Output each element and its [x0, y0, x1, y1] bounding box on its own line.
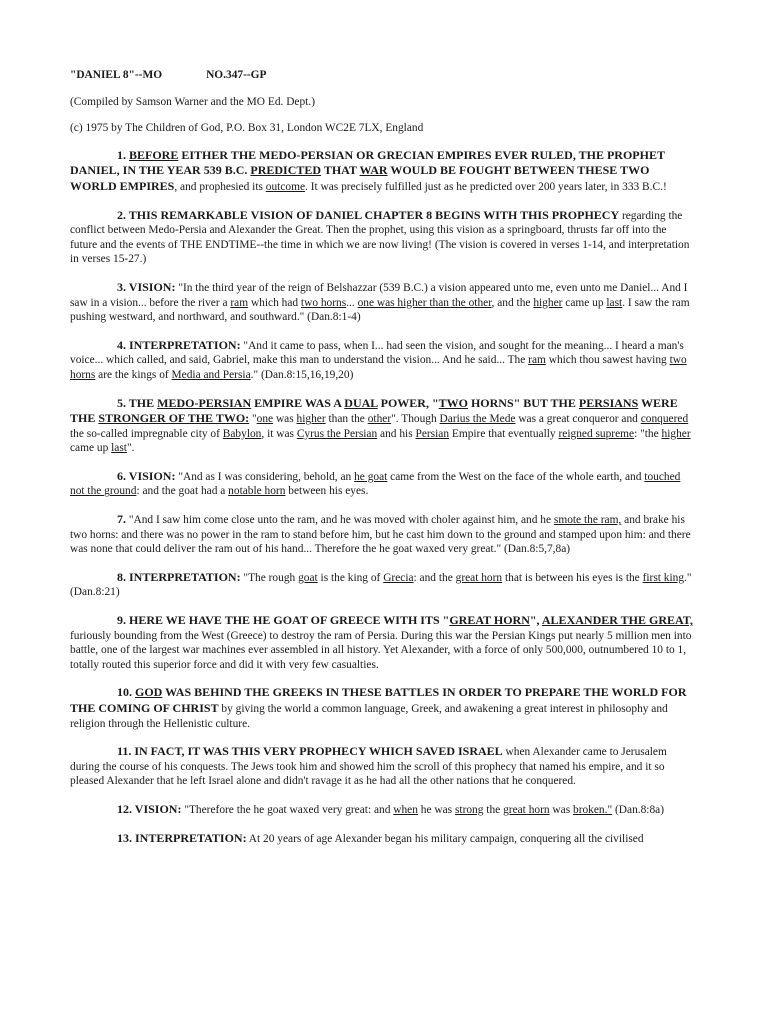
text-run: 3. VISION: [117, 279, 176, 294]
text-run: other [367, 413, 392, 426]
text-run: goat [298, 571, 318, 584]
text-run: than the [325, 413, 368, 426]
text-run: and his [377, 427, 416, 440]
text-run: was a great conqueror and [515, 413, 641, 426]
text-run: 5. THE [117, 395, 158, 410]
text-run: "And it came to pass, when I... had seen the vision, and sought for the meaning... I heard a man's voice... which called, and said, Gabriel, make this man to understand the vision... And he said... The [70, 339, 684, 367]
text-run: regarding the conflict between Medo-Persia and Alexander the Great. Then the prophet, using this vision as a springboard, thrusts far off into the future and the events of THE ENDTIME--the time in which we are now living! (The vision is covered in verses 1-14, and interpretation in verses 15-27.) [70, 209, 690, 266]
text-run: came up [562, 296, 607, 309]
text-run: strong [454, 803, 484, 816]
text-run: ". [126, 442, 135, 455]
text-run: by giving the world a common language, Greek, and awakening a great interest in philosophy and religion through the Hellenistic culture. [70, 703, 668, 730]
text-run: "And I saw him come close unto the ram, and he was moved with choler against him, and he [126, 514, 554, 527]
text-run: THAT [321, 163, 360, 178]
text-run: 12. VISION: [117, 801, 182, 816]
text-run: "Therefore the he goat waxed very great: and [181, 803, 394, 816]
document-number: NO.347--GP [206, 69, 267, 81]
text-run: higher [533, 296, 563, 309]
text-run: (Dan.8:8a) [612, 803, 665, 816]
text-run: TWO [438, 395, 468, 410]
document-title: "DANIEL 8"--MO [70, 69, 163, 81]
text-run: : "the [634, 427, 662, 440]
text-run: , and prophesied its [174, 180, 266, 193]
text-run: PREDICTED [250, 163, 322, 178]
text-run: furiously bounding from the West (Greece) to destroy the ram of Persia. During this war the Persian Kings put nearly 5 million men into battle, one of the largest war machines ever assembled in all history. Yet Alexander, with a force of only 500,000, outnumbered 10 to 1, totally routed this superior force and did it with very few casualties. [70, 629, 692, 671]
text-run: , and the [491, 296, 534, 309]
text-run: 8. INTERPRETATION: [117, 569, 241, 584]
text-run: " [249, 413, 257, 426]
text-run: he was [417, 803, 455, 816]
text-run: one [256, 413, 274, 426]
text-run: ram [230, 296, 249, 309]
text-run: Grecia [383, 571, 414, 584]
text-run: ALEXANDER THE GREAT, [541, 613, 693, 628]
text-run: EMPIRE WAS A [251, 395, 345, 410]
text-run: At 20 years of age Alexander began his military campaign, conquering all the civilised [246, 832, 644, 845]
text-run: notable horn [228, 485, 286, 498]
text-run: the [483, 803, 504, 816]
document-body [70, 148, 696, 846]
text-run: 10. [117, 685, 135, 700]
text-run: WOULD BE FOUGHT BETWEEN THESE TWO WORLD EMPIRES [70, 163, 650, 193]
text-run: . I saw the ram pushing westward, and northward, and southward." (Dan.8:1-4) [70, 296, 690, 324]
text-run: 2. THIS REMARKABLE VISION OF DANIEL CHAPTER 8 BEGINS WITH THIS PROPHECY [117, 207, 620, 222]
text-run: the so-called impregnable city of [70, 427, 223, 440]
paragraph-12 [70, 802, 696, 818]
text-run: came from the West on the face of the whole earth, and [387, 470, 645, 483]
paragraph-2 [70, 208, 696, 267]
paragraph-5 [70, 396, 696, 456]
text-run: MEDO-PERSIAN [157, 395, 252, 410]
text-run: outcome [265, 180, 306, 193]
text-run: two horns [70, 354, 687, 381]
text-run: was [549, 803, 573, 816]
text-run: PERSIANS [578, 395, 639, 410]
paragraph-8 [70, 570, 696, 600]
text-run: two horns [300, 296, 347, 309]
copyright-line: (c) 1975 by The Children of God, P.O. Box 31, London WC2E 7LX, England [70, 122, 424, 135]
text-run: ." (Dan.8:15,16,19,20) [250, 368, 354, 381]
text-run: was [273, 413, 297, 426]
paragraph-3 [70, 280, 696, 325]
text-run: 13. INTERPRETATION: [117, 830, 247, 845]
text-run: first king [642, 571, 685, 584]
paragraph-11 [70, 744, 696, 789]
text-run: "The rough [240, 571, 299, 584]
text-run: Media and Persia [171, 368, 251, 381]
text-run: great horn [455, 571, 503, 584]
paragraph-13 [70, 831, 696, 847]
text-run: which thou sawest having [545, 354, 670, 367]
paragraph-10 [70, 685, 696, 731]
paragraph-7 [70, 512, 696, 557]
text-run: GOD [135, 685, 163, 700]
text-run: smote the ram, [553, 514, 622, 527]
text-run: conquered [640, 413, 689, 426]
text-run: GREAT HORN [449, 613, 530, 628]
text-run: , it was [261, 427, 297, 440]
text-run: 6. VISION: [117, 468, 176, 483]
paragraph-4 [70, 338, 696, 383]
text-run: between his eyes. [285, 485, 369, 498]
text-run: ", [529, 613, 542, 628]
text-run: STRONGER OF THE TWO: [98, 411, 250, 426]
text-run: Darius the Mede [439, 413, 516, 426]
text-run: WAS BEHIND THE GREEKS IN THESE BATTLES IN ORDER TO PREPARE THE WORLD FOR THE COMING OF CHRIST [70, 685, 687, 715]
text-run: : and the [413, 571, 456, 584]
text-run: reigned supreme [558, 427, 635, 440]
text-run: one was higher than the other [357, 296, 492, 309]
text-run: touched not the ground [70, 470, 681, 498]
text-run: "In the third year of the reign of Belshazzar (539 B.C.) a vision appeared unto me, even unto me Daniel... And I saw in a vision... before the river a [70, 281, 688, 309]
text-run: ." (Dan.8:21) [70, 571, 692, 599]
text-run: Empire that eventually [449, 427, 559, 440]
text-run: POWER, " [377, 395, 439, 410]
paragraph-6 [70, 469, 696, 499]
text-run: 1. [117, 147, 129, 162]
text-run: : and the goat had a [136, 485, 229, 498]
text-run: came up [70, 442, 112, 455]
text-run: last [606, 296, 623, 309]
text-run: ". Though [391, 413, 440, 426]
document-header [70, 68, 696, 83]
text-run: when Alexander came to Jerusalem during the course of his conquests. The Jews took him and showed him the scroll of this prophecy that named his empire, and it so pleased Alexander that he left Israel alone and didn't ravage it as he had all the other nations that he conquered. [70, 746, 667, 788]
text-run: are the kings of [95, 368, 172, 381]
text-run: great horn [503, 803, 550, 816]
text-run: which had [248, 296, 301, 309]
text-run: . It was precisely fulfilled just as he predicted over 200 years later, in 333 B.C.! [305, 180, 667, 193]
text-run: Cyrus the Persian [296, 427, 378, 440]
text-run: Persian [415, 427, 450, 440]
text-run: DUAL [344, 395, 378, 410]
paragraph-1 [70, 148, 696, 195]
text-run: that is between his eyes is the [502, 571, 643, 584]
text-run: is the king of [317, 571, 384, 584]
text-run: last [111, 442, 127, 455]
paragraph-9 [70, 613, 696, 672]
text-run: ... [346, 296, 358, 309]
text-run: EITHER THE MEDO-PERSIAN OR GRECIAN EMPIRES EVER RULED, THE PROPHET DANIEL, IN THE YEAR 539 B.C. [70, 147, 665, 178]
text-run: Babylon [222, 427, 262, 440]
text-run: and brake his two horns: and there was no power in the ram to stand before him, but he cast him down to the ground and stamped upon him: and there was none that could deliver the ram out of his hand... Therefore the he goat waxed very great." (Dan.8:5,7,8a) [70, 514, 691, 556]
text-run: ram [528, 354, 546, 367]
text-run: when [393, 803, 418, 816]
text-run: "And as I was considering, behold, an [175, 470, 355, 483]
text-run: he goat [354, 470, 388, 483]
text-run: higher [296, 413, 326, 426]
text-run: WERE THE [70, 395, 678, 426]
text-run: 11. IN FACT, IT WAS THIS VERY PROPHECY WHICH SAVED ISRAEL [117, 744, 503, 759]
text-run: WAR [359, 163, 388, 178]
text-run: higher [661, 427, 691, 440]
text-run: 7. [117, 512, 126, 527]
text-run: broken." [573, 803, 613, 816]
text-run: BEFORE [129, 147, 179, 162]
compiled-by-line: (Compiled by Samson Warner and the MO Ed. Dept.) [70, 95, 315, 108]
text-run: 4. INTERPRETATION: [117, 337, 241, 352]
text-run: 9. HERE WE HAVE THE HE GOAT OF GREECE WITH ITS " [117, 613, 450, 628]
text-run: HORNS" BUT THE [467, 395, 579, 410]
